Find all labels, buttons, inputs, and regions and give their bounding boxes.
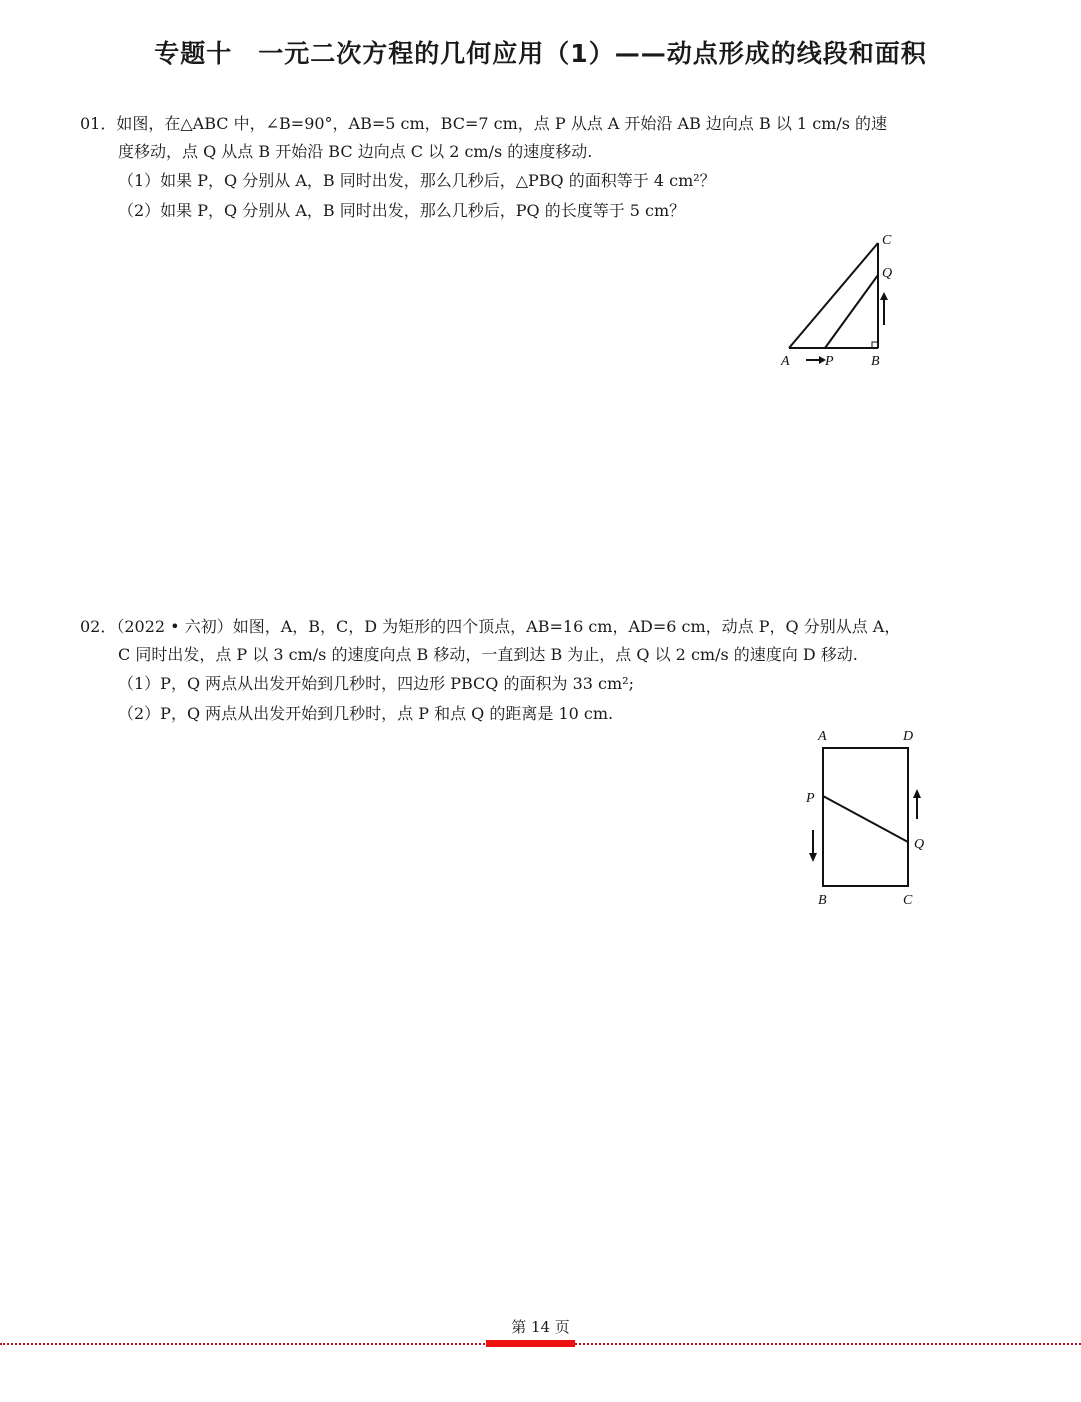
label-C: C <box>882 233 892 248</box>
label-C: C <box>903 893 913 908</box>
label-B: B <box>871 354 880 369</box>
label-D: D <box>903 729 914 744</box>
problem-02-stem <box>80 613 980 641</box>
problem-text-line: 如图，在△ABC 中，∠B=90°，AB=5 cm，BC=7 cm，点 P 从点 A 开始沿 AB 边向点 B 以 1 cm/s 的速 <box>116 114 888 133</box>
page-number: 第 14 页 <box>511 1318 570 1336</box>
label-P: P <box>806 791 815 806</box>
label-A: A <box>781 354 790 369</box>
subquestion-1: （1）如果 P，Q 分别从 A，B 同时出发，那么几秒后，△PBQ 的面积等于 4 cm²？ <box>118 171 716 190</box>
arrow-up-icon <box>913 789 921 798</box>
label-A: A <box>818 729 827 744</box>
label-Q: Q <box>914 837 925 852</box>
label-P: P <box>825 354 834 369</box>
subquestion-2: （2）如果 P，Q 分别从 A，B 同时出发，那么几秒后，PQ 的长度等于 5 cm？ <box>118 201 686 220</box>
arrow-down-icon <box>809 853 817 862</box>
problem-number: 01． <box>80 114 117 133</box>
triangle-figure <box>775 228 905 373</box>
subquestion-2: （2）P，Q 两点从出发开始到几秒时，点 P 和点 Q 的距离是 10 cm. <box>118 704 614 723</box>
rectangle-figure <box>795 722 935 912</box>
problem-text-line: C 同时出发，点 P 以 3 cm/s 的速度向点 B 移动，一直到达 B 为止，点 Q 以 2 cm/s 的速度向 D 移动. <box>118 645 858 664</box>
problem-01 <box>80 110 980 226</box>
problem-number: 02． <box>80 617 117 636</box>
problem-text-line: 度移动，点 Q 从点 B 开始沿 BC 边向点 C 以 2 cm/s 的速度移动. <box>118 142 593 161</box>
label-Q: Q <box>882 266 893 281</box>
footer-red-bar <box>486 1340 575 1347</box>
arrow-up-icon <box>880 292 888 300</box>
page-title: 专题十 一元二次方程的几何应用（1）——动点形成的线段和面积 <box>154 39 927 68</box>
problem-01-stem <box>80 110 980 138</box>
subquestion-1: （1）P，Q 两点从出发开始到几秒时，四边形 PBCQ 的面积为 33 cm²; <box>118 674 634 693</box>
problem-text-line: （2022 • 六初）如图，A，B，C，D 为矩形的四个顶点，AB=16 cm，AD=6 cm，动点 P，Q 分别从点 A， <box>116 617 901 636</box>
label-B: B <box>818 893 827 908</box>
problem-02 <box>80 613 980 729</box>
